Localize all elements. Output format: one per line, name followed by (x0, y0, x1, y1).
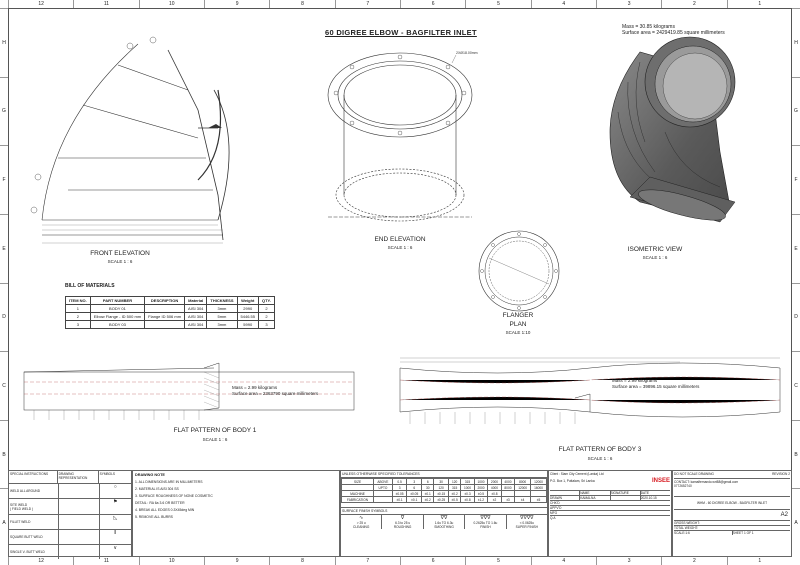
zone-ruler-top: 12 11 10 9 8 7 6 5 4 3 2 1 (8, 0, 792, 8)
weld-symbols-block: SPECIAL INSTRUCTIONS DRAWING REPRESENTATION SYMBOLS WELD ALL AROUND ○ SITE WELD ( FIELD WELD ) ⚑ FILLET WELD ◺ SQUARE BUTT WELD ‖ SINGLE V- BUTT WELD ∨ (8, 470, 132, 557)
bom-table (65, 296, 275, 329)
weld-all-around-icon: ○ (99, 484, 131, 498)
site-weld-flag-icon: ⚑ (99, 499, 131, 514)
surface-finish-roughing: ∇ 6.3 to 25 u ROUGHING (382, 515, 423, 529)
table-row: SIZE ABOVE 0.5 3 6 30 120 315 1000 2000 4000 8000 12000 (342, 479, 547, 485)
single-v-butt-weld-icon: ∨ (99, 545, 131, 559)
surface-finish-cleaning: ∿ > 25 u CLEANING (341, 515, 382, 529)
end-elevation-dimension: 2XØ18.00mm (456, 51, 478, 55)
bom-title: BILL OF MATERIALS (65, 283, 115, 289)
zone-ruler-bottom: 12 11 10 9 8 7 6 5 4 3 2 1 (8, 557, 792, 565)
isometric-view-scale: SCALE 1 : 6 (642, 255, 668, 260)
table-row: MACHINE ±0.05 ±0.05 ±0.1 ±0.15 ±0.2 ±0.3 ±0.5 ±0.8 (342, 491, 547, 497)
drawing-notes-block: DRAWING NOTE 1. ALL DIMENSIONS ARE IN MILLIMETERS 2. MATERIAL IS AISI 304 SS 3. SURFACE ROUGHNESS OF NONE COSMETIC DETAIL : RA 6a 3.6 OR BETTER 4. BREAK ALL EDGES 0.3X45deg MIN 5. REMOVE ALL BURRS (132, 470, 340, 557)
zone-ruler-right: H G F E D C B A (792, 8, 800, 557)
client-signoff-block: Client : Siam City Cement (Lanka) Ltd P.O. Box 1, Puttalam, Sri Lanka INSEE NAME SIGNATURE DATE DRAWN KAMALNA 2020.10.15 CHK'D APPV'D MFG Q.A (548, 470, 672, 557)
flat3-mass-properties: Mass = 2.99 kilograms Surface area = 39896.15 square millimeters (612, 378, 700, 389)
table-row: FILLET WELD ◺ (9, 515, 131, 530)
front-elevation-drawing (28, 30, 238, 250)
surface-finish-smoothing: ∇∇ 1.6u TO 6.3u SMOOTHING (424, 515, 465, 529)
tolerances-table (341, 478, 547, 503)
flat-pattern-body3-label: FLAT PATTERN OF BODY 3 (558, 446, 642, 453)
flat-pattern-body1-drawing (14, 358, 374, 428)
table-row: FABRICATION ±0.1 ±0.1 ±0.2 ±0.25 ±0.5 ±0.8 ±1.2 ±2 ±3 ±4 ±5 (342, 497, 547, 503)
table-row: 3 BODY 03 AISI 304 3mm 5990 3 (66, 321, 275, 329)
table-row: SINGLE V- BUTT WELD ∨ (9, 545, 131, 559)
table-row: SQUARE BUTT WELD ‖ (9, 530, 131, 545)
end-elevation-scale: SCALE 1 : 6 (387, 245, 413, 250)
table-row: UPTO 3 6 30 120 315 1000 2000 4000 8000 12000 16000 (342, 485, 547, 491)
table-row: 2 Elbow Flange - ID 500 mm Flange ID 506 mm AISI 304 5mm 5446.55 2 (66, 313, 275, 321)
sheet-size: A2 (674, 509, 790, 520)
front-elevation-scale: SCALE 1 : 6 (107, 259, 133, 264)
table-row: WELD ALL AROUND ○ (9, 484, 131, 499)
end-elevation-drawing (322, 45, 478, 230)
flat-pattern-body3-drawing (380, 350, 790, 435)
table-row: 1 BODY 01 AISI 304 3mm 2990 2 (66, 305, 275, 313)
flat-pattern-body1-label: FLAT PATTERN OF BODY 1 (173, 427, 257, 434)
mass-properties: Mass = 30.85 kilograms Surface area = 2429419.85 square millimeters (622, 24, 725, 36)
front-elevation-label: FRONT ELEVATION (90, 250, 150, 257)
end-elevation-label: END ELEVATION (374, 236, 426, 243)
table-row: SITE WELD ( FIELD WELD ) ⚑ (9, 499, 131, 515)
flat-pattern-body3-scale: SCALE 1 : 6 (587, 456, 613, 461)
brand-logo: INSEE (651, 478, 670, 484)
flange-plan-scale: SCALE 1:10 (505, 330, 531, 335)
flange-plan-label-2: PLAN (509, 321, 527, 328)
surface-finish-super: ∇∇∇∇ < 0.0625u SUPER FINISH (515, 515, 538, 529)
bom-header-row: ITEM NO. PART NUMBER DESCRIPTION Material THICKNESS Weight QTY. (66, 297, 275, 305)
drawing-title-block: WHM - 60 DIGREE ELBOW - BAGFILTER INLET (674, 496, 790, 509)
surface-finish-finish: ∇∇∇ 0.2625u TO 1.6u FINISH (465, 515, 506, 529)
flange-plan-drawing (474, 228, 564, 314)
fillet-weld-icon: ◺ (99, 515, 131, 529)
flange-plan-label: FLANGER (502, 312, 534, 319)
tolerances-block: UNLESS OTHERWISE SPECIFIED TOLERANCES SIZE ABOVE 0.5 3 6 30 120 315 1000 2000 4000 8000 12000 UPTO 3 6 30 120 315 1000 2000 4000 8000 12000 16000 MACHINE ±0.05 ±0.05 ±0.1 ±0.15 ±0.2 ±0.3 ±0.5 ±0.8 FABRICATION ±0.1 ±0.1 ±0.2 ±0.25 ±0.5 ±0.8 ±1.2 ±2 ±3 ±4 ±5 SURFACE FINISH SYMBOLS ∿ > 25 u CLEANING ∇ 6.3 to 25 u ROUGHING ∇∇ 1.6u TO 6.3u SMOOTHING ∇∇∇ 0.2625u TO 1.6u FINISH ∇∇∇∇ < 0.0625u SUPER FINISH (340, 470, 548, 557)
flat-pattern-body1-scale: SCALE 1 : 6 (202, 437, 228, 442)
flat1-mass-properties: Mass = 2.99 kilograms Surface area = 2363790 square millimeters (232, 385, 319, 396)
isometric-view-drawing (570, 22, 770, 242)
title-revision-block: DO NOT SCALE DRAWING REVISION 2 CONTACT: kamalfernando.wrt88@gmail.com 0772652740 WHM - 60 DIGREE ELBOW - BAGFILTER INLET A2 GROSS WEIGHT: TOTAL WEIGHT: SCALE:1:6 SHEET 1 OF 1 (672, 470, 792, 557)
zone-ruler-left: H G F E D C B A (0, 8, 8, 557)
square-butt-weld-icon: ‖ (99, 530, 131, 544)
isometric-view-label: ISOMETRIC VIEW (627, 246, 683, 253)
drawing-title: 60 DIGREE ELBOW - BAGFILTER INLET (325, 28, 477, 37)
